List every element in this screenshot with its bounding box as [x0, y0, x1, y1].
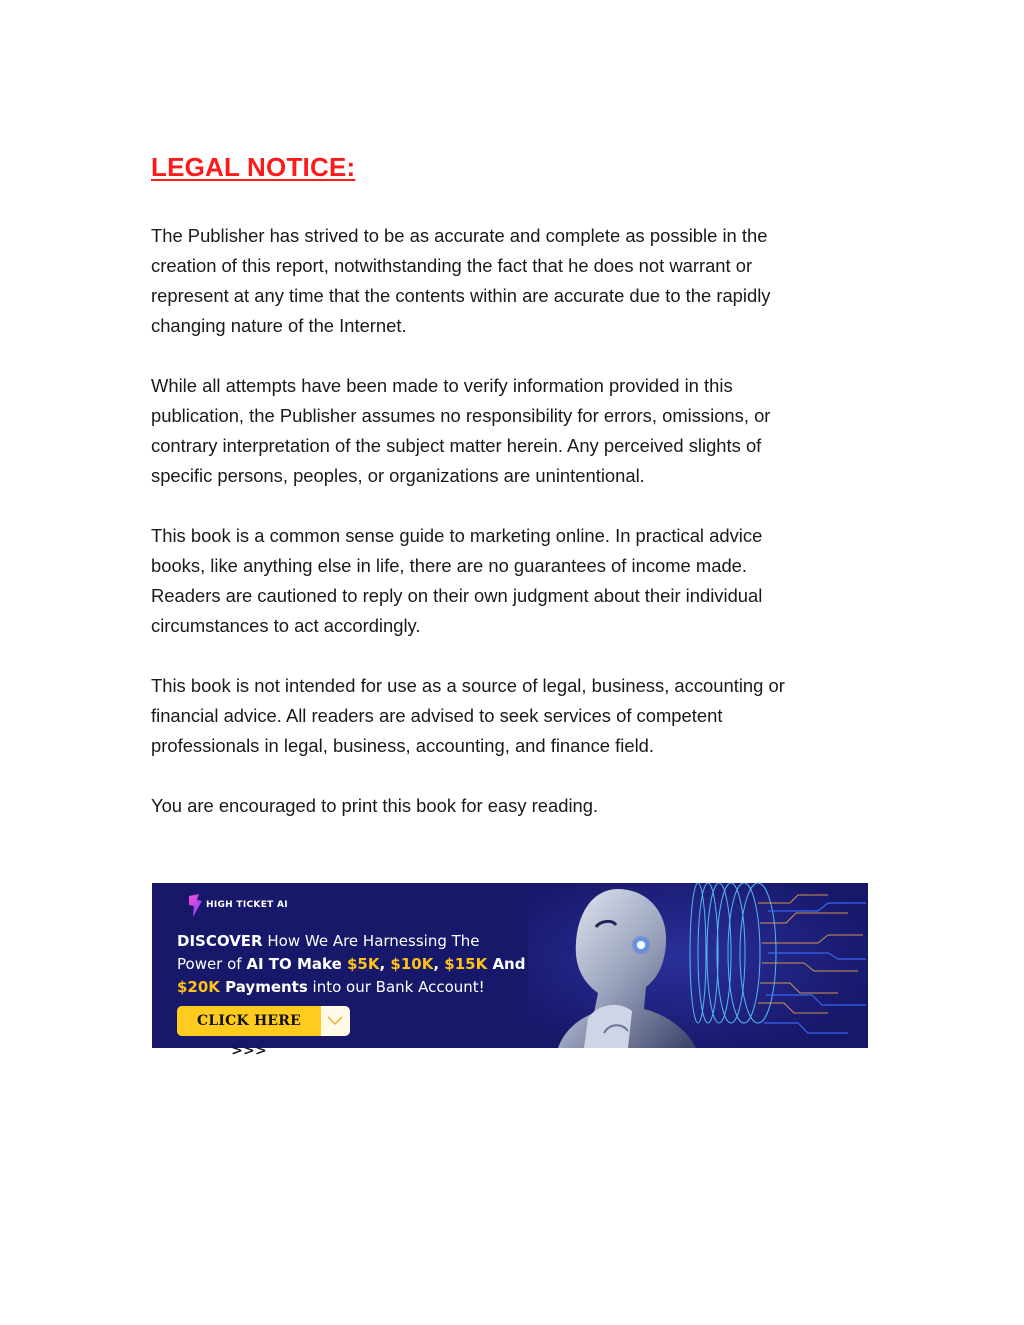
separator: ,: [433, 955, 445, 973]
paragraph-guide: [151, 521, 861, 641]
text-line: The Publisher has strived to be as accurate and complete as possible in the: [151, 225, 768, 246]
text-line: creation of this report, notwithstanding the fact that he does not warrant or: [151, 255, 753, 276]
text-line: You are encouraged to print this book for easy reading.: [151, 795, 599, 816]
text-line: specific persons, peoples, or organizations are unintentional.: [151, 465, 645, 486]
paragraph-responsibility: [151, 371, 861, 491]
amount-15k: $15K: [444, 955, 488, 973]
banner-headline: [177, 930, 557, 999]
text-line: financial advice. All readers are advised to seek services of competent: [151, 705, 723, 726]
text-line: professionals in legal, business, accounting, and finance field.: [151, 735, 654, 756]
headline-payments: Payments: [219, 978, 308, 996]
logo-mark-icon: [186, 893, 204, 919]
separator: ,: [379, 955, 391, 973]
text-line: This book is not intended for use as a source of legal, business, accounting or: [151, 675, 785, 696]
brand-logo: [186, 892, 296, 920]
text-line: circumstances to act accordingly.: [151, 615, 421, 636]
headline-line-2: [177, 953, 557, 976]
headline-line-3: [177, 976, 557, 999]
amount-20k: $20K: [177, 978, 220, 996]
text-line: Readers are cautioned to reply on their own judgment about their individual: [151, 585, 763, 606]
click-here-button[interactable]: [177, 1006, 350, 1059]
page-title: LEGAL NOTICE:: [151, 152, 356, 182]
text-line: books, like anything else in life, there are no guarantees of income made.: [151, 555, 748, 576]
ad-banner[interactable]: [152, 883, 868, 1059]
text-line: This book is a common sense guide to marketing online. In practical advice: [151, 525, 763, 546]
headline-text: into our Bank Account!: [307, 978, 485, 996]
headline-discover: DISCOVER: [177, 932, 263, 950]
headline-text: Power of: [177, 955, 247, 973]
text-line: While all attempts have been made to verify information provided in this: [151, 375, 733, 396]
text-line: publication, the Publisher assumes no responsibility for errors, omissions, or: [151, 405, 771, 426]
ai-robot-illustration: [528, 883, 868, 1048]
text-line: changing nature of the Internet.: [151, 315, 407, 336]
text-line: represent at any time that the contents within are accurate due to the rapidly: [151, 285, 771, 306]
headline-text: How We Are Harnessing The: [262, 932, 480, 950]
headline-ai: AI TO Make: [246, 955, 347, 973]
paragraph-advice: [151, 671, 861, 761]
amount-10k: $10K: [390, 955, 434, 973]
paragraph-print: [151, 791, 861, 821]
text-line: contrary interpretation of the subject matter herein. Any perceived slights of: [151, 435, 762, 456]
logo-text: HIGH TICKET AI: [206, 900, 288, 910]
headline-line-1: [177, 930, 557, 953]
headline-and: And: [487, 955, 526, 973]
chevron-down-icon: [326, 1013, 344, 1029]
amount-5k: $5K: [347, 955, 380, 973]
paragraph-accuracy: [151, 221, 861, 341]
cta-label: CLICK HERE >>>: [177, 1006, 321, 1036]
